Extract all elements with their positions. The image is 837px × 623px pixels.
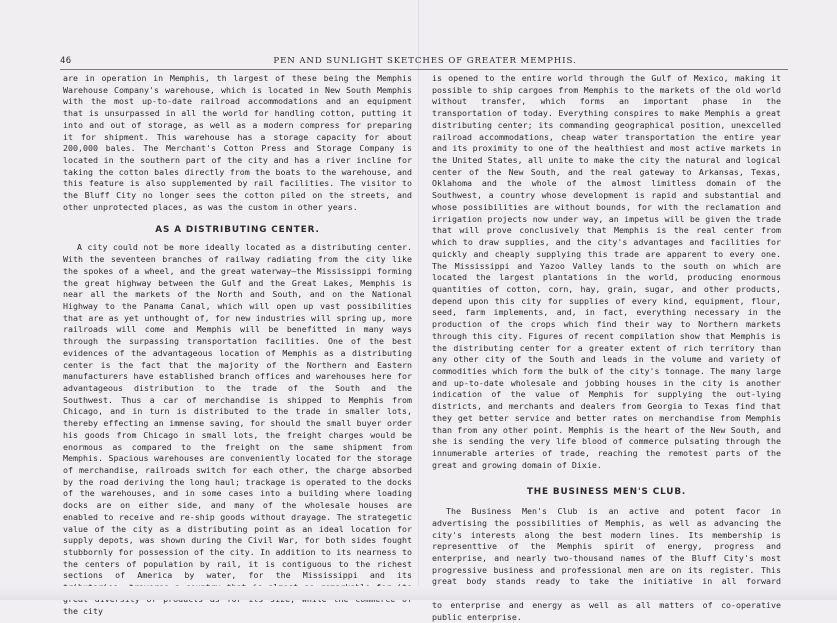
page-gutter <box>418 0 419 600</box>
section-heading-distributing-center: AS A DISTRIBUTING CENTER. <box>155 224 320 235</box>
page-header <box>60 56 790 68</box>
business-mens-club-paragraph: The Business Men's Club is an active and potent facor in advertising the possibilities of Memphis, as well as advancing the city's interests along the best modern lines. Its membership is representtive of the Memphis spirit of energy, progress and enterprise, and nearly two-thousand names of the Bluff City's most progressive business and professional men are on its register. This great body stands ready to take the initiative in all forward to enterprise and energy as well as all matters of co-operative public enterprise. <box>432 506 781 622</box>
intro-paragraph: are in operation in Memphis, th largest of these being the Memphis Warehouse Company's warehouse, which is located in New South Memphis with the most up-to-date railroad accommodations and an equipment that is unsurpassed in all the world for handling cotton, putting it into and out of storage, as well as a modern compress for preparing it for shipment. This warehouse has a storage capacity for about 200,000 bales. The Merchant's Cotton Press and Storage Company is located in the southern part of the city and has a river incline for taking the cotton bales directly from the boats to the warehouse, and this feature is also supplemented by rail facilities. The visitor to the Bluff City no longer sees the cotton piled on the streets, and other unprotected places, as was the custom in other years. <box>63 73 412 212</box>
continuation-paragraph: is opened to the entire world through the Gulf of Mexico, making it possible to ship cargoes from Memphis to the markets of the old world without transfer, which forms an important phase in the transportation of today. Everything conspires to make Memphis a great distributing center; its commanding geographical position, unexcelled railroad accommodations, cheap water transportation the entire year and its proximity to one of the healthiest and most active markets in the United States, all unite to make the city the natural and logical center of the New South, and the real gateway to Arkansas, Texas, Oklahoma and the whole of the almost limitless domain of the Southwest, a country whose development is rapid and substantial and whose possibilities are without bounds, for with the reclamation and irrigation projects now under way, an impetus will be given the trade that will prove conclusively that Memphis is the real center from which to draw supplies, and the city's advantages and facilities for quickly and cheaply supplying this trade are apparent to every one. The Mississippi and Yazoo Valley lands to the south on which are located the largest plantations in the world, producing enormous quantities of cotton, corn, hay, grain, sugar, and other products, depend upon this city for supplies of every kind, equipment, flour, seed, farm implements, and, in fact, everything necessary in the production of the crops which find their way to Northern markets through this city. Figures of recent compilation show that Memphis is the distributing center for a greater extent of rich territory than any other city of the South and leads in the volume and variety of commodities which form the bulk of the city's tonnage. The many large and up-to-date wholesale and jobbing houses in the city is another indication of the value of Memphis for supplying the out-lying districts, and merchants and dealers from Georgia to Texas find that they get better service and better rates on merchandise from Memphis than from any other point. Memphis is the heart of the New South, and she is sending the very life blood of commerce pulsating through the innumerable arteries of trade, reaching the remotest parts of the great and growing domain of Dixie. <box>432 73 781 470</box>
right-column <box>432 73 781 623</box>
header-rule <box>60 69 788 70</box>
running-head: PEN AND SUNLIGHT SKETCHES OF GREATER MEMPHIS. <box>273 56 577 66</box>
distributing-center-paragraph: A city could not be more ideally located as a distributing center. With the seventeen branches of railway radiating from the city like the spokes of a wheel, and the great waterway—the Mississippi forming the great highway between the Gulf and the Great Lakes, Memphis is near all the markets of the North and South, and on the National Highway to the Panama Canal, which will open up vast possibilities that are as yet unthought of, for new industries will spring up, more railroads will come and Memphis will be benefitted in many ways through the surpassing transportation facilities. One of the best evidences of the advantageous location of Memphis as a distributing center is the fact that the majority of the Northern and Eastern manufacturers have established branch offices and warehouses here for advantageous distribution to the trade of the South and the Southwest. Thus a car of merchandise is shipped to Memphis from Chicago, and in turn is distributed to the trade in smaller lots, thereby effecting an immense saving, for should the small buyer order his goods from Chicago in small lots, the freight charges would be enormous as compared to the freight on the same shipment from Memphis. Spacious warehouses are conveniently located for the storage of merchandise, railroads switch for each other, the charge absorbed by the road deriving the long haul; trackage is operated to the docks of the warehouses, and in some cases into a building where loading docks are on either side, and many of the wholesale houses are enabled to receive and re-ship goods without drayage. The strategetic value of the city as a distributing point as an ideal location for supply depots, was shown during the Civil War, for both sides fought stubbornly for possession of the city. In addition to its nearness to the centers of population by rail, it is contiguous to the richest sections of America by water, for the Mississippi and its the city <box>63 242 412 616</box>
page-bottom-edge <box>0 586 837 600</box>
page-number: 46 <box>60 56 72 66</box>
left-column <box>63 73 412 617</box>
section-heading-business-mens-club: THE BUSINESS MEN'S CLUB. <box>526 487 687 498</box>
